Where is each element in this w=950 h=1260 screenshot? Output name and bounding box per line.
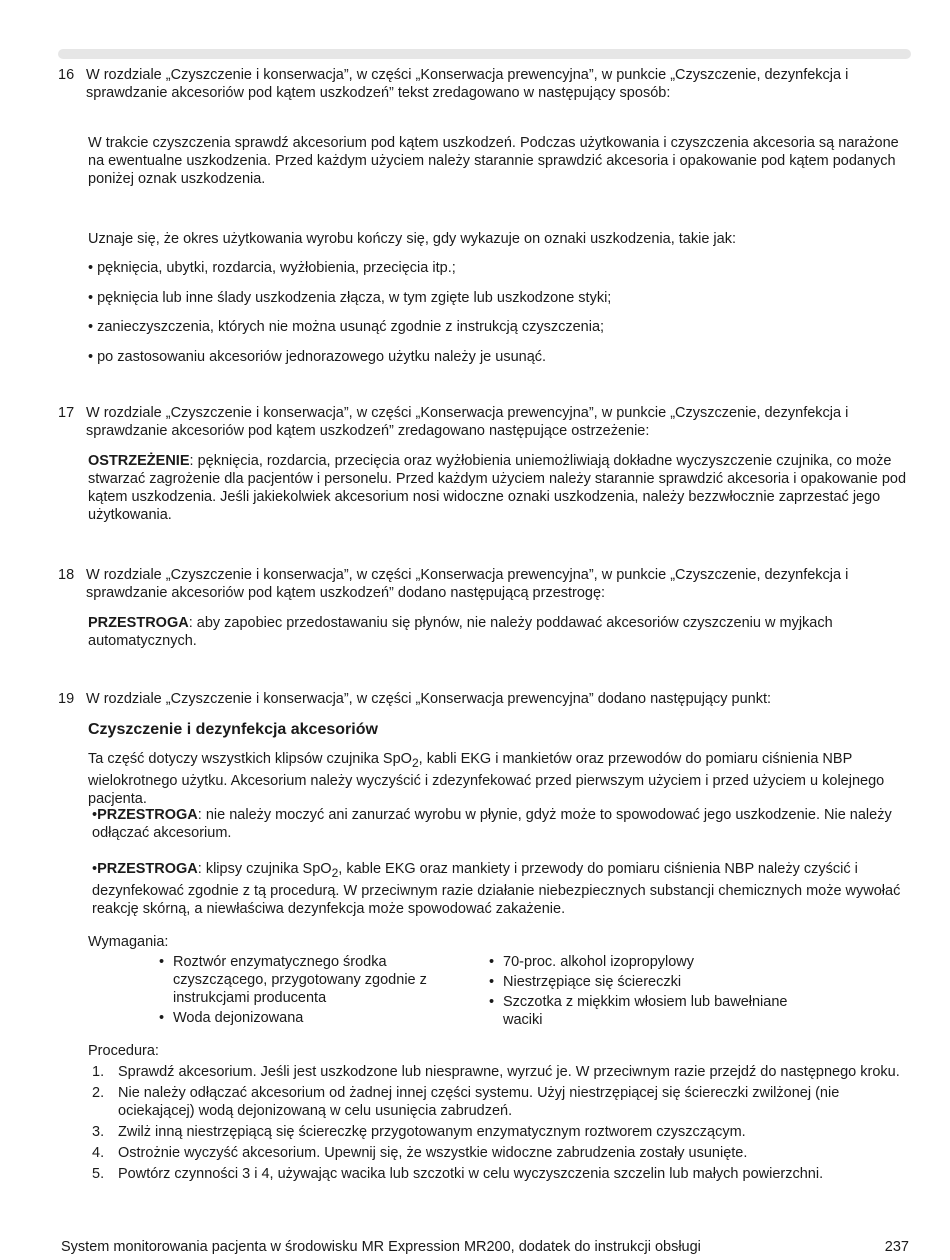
- list-item: • zanieczyszczenia, których nie można usunąć zgodnie z instrukcją czyszczenia;: [88, 319, 605, 335]
- procedure-steps: [92, 1063, 912, 1186]
- section-intro: [88, 750, 908, 808]
- list-item: • Niestrzępiące się ściereczki: [489, 973, 819, 991]
- item-lead-text: W rozdziale „Czyszczenie i konserwacja”, w części „Konserwacja prewencyjna”, w punkcie „Czyszczenie, dezynfekcja i sprawdzanie akcesoriów pod kątem uszkodzeń” zredagowano następujące ostrzeżenie:: [86, 405, 849, 439]
- list-item: • pęknięcia, ubytki, rozdarcia, wyżłobienia, przecięcia itp.;: [88, 260, 456, 276]
- header-rule: [58, 49, 911, 59]
- item-lead-text: W rozdziale „Czyszczenie i konserwacja”, w części „Konserwacja prewencyjna”, w punkcie „Czyszczenie, dezynfekcja i sprawdzanie akcesoriów pod kątem uszkodzeń” tekst zredagowano w następujący sposób:: [86, 67, 849, 101]
- item-number: 19: [58, 691, 75, 707]
- step-text: Sprawdź akcesorium. Jeśli jest uszkodzone lub niesprawne, wyrzuć je. W przeciwnym razie przejdź do następnego kroku.: [118, 1064, 900, 1080]
- subscript: 2: [411, 755, 419, 770]
- intro-text: Ta część dotyczy wszystkich klipsów czujnika SpO: [88, 751, 412, 767]
- section-heading: Czyszczenie i dezynfekcja akcesoriów: [88, 721, 378, 738]
- step-number: 1.: [92, 1064, 105, 1080]
- caution-text: : klipsy czujnika SpO: [197, 861, 332, 877]
- list-item: • 70-proc. alkohol izopropylowy: [489, 953, 819, 971]
- list-item: • Woda dejonizowana: [159, 1009, 459, 1027]
- procedure-step: [92, 1165, 912, 1183]
- requirements-label: Wymagania:: [88, 934, 169, 950]
- procedure-step: [92, 1084, 912, 1120]
- paragraph-end-of-life: Uznaje się, że okres użytkowania wyrobu kończy się, gdy wykazuje on oznaki uszkodzenia, takie jak:: [88, 231, 736, 247]
- step-number: 4.: [92, 1145, 105, 1161]
- item-number: 17: [58, 405, 75, 421]
- page-footer: [61, 1238, 909, 1256]
- caution-paragraph: [88, 614, 908, 650]
- requirements-left-list: [159, 953, 459, 1029]
- caution-bullet: [92, 806, 912, 842]
- step-number: 2.: [92, 1085, 105, 1101]
- list-item: • Roztwór enzymatycznego środka czyszczącego, przygotowany zgodnie z instrukcjami producenta: [159, 953, 459, 1007]
- procedure-label: Procedura:: [88, 1043, 159, 1059]
- page-number: 237: [884, 1239, 909, 1255]
- item-17: [58, 404, 908, 440]
- step-number: 5.: [92, 1166, 105, 1182]
- step-number: 3.: [92, 1124, 105, 1140]
- caution-label: PRZESTROGA: [88, 615, 189, 631]
- caution-text: : aby zapobiec przedostawaniu się płynów, nie należy poddawać akcesoriów czyszczeniu w myjkach automatycznych.: [88, 615, 833, 649]
- subscript: 2: [331, 865, 339, 880]
- item-lead-text: W rozdziale „Czyszczenie i konserwacja”, w części „Konserwacja prewencyjna”, w punkcie „Czyszczenie, dezynfekcja i sprawdzanie akcesoriów pod kątem uszkodzeń” dodano następującą przestrogę:: [86, 567, 849, 601]
- step-text: Ostrożnie wyczyść akcesorium. Upewnij się, że wszystkie widoczne zabrudzenia zostały usunięte.: [118, 1145, 748, 1161]
- procedure-step: [92, 1063, 912, 1081]
- item-18: [58, 566, 908, 602]
- paragraph-inspection: W trakcie czyszczenia sprawdź akcesorium pod kątem uszkodzeń. Podczas użytkowania i czyszczenia akcesoria są narażone na ewentualne uszkodzenia. Przed każdym użyciem należy starannie sprawdzić akcesoria i opakowanie pod kątem podanych poniżej oznak uszkodzenia.: [88, 135, 899, 187]
- step-text: Nie należy odłączać akcesorium od żadnej innej części systemu. Użyj niestrzępiącej się ściereczki zwilżonej (nie ociekającej) wodą dejonizowaną w celu usunięcia zabrudzeń.: [118, 1085, 840, 1119]
- list-item: • pęknięcia lub inne ślady uszkodzenia złącza, w tym zgięte lub uszkodzone styki;: [88, 290, 612, 306]
- warning-paragraph: [88, 452, 908, 524]
- footer-title: System monitorowania pacjenta w środowisku MR Expression MR200, dodatek do instrukcji obsługi: [61, 1239, 701, 1255]
- warning-label: OSTRZEŻENIE: [88, 453, 190, 469]
- intro-text: , kabli EKG i mankietów oraz przewodów do pomiaru ciśnienia NBP wielokrotnego użytku. Akcesorium należy wyczyścić i zdezynfekować przed pierwszym użyciem i przed użyciem u kolejnego pacjenta.: [88, 751, 885, 807]
- procedure-step: [92, 1123, 912, 1141]
- caution-text: : nie należy moczyć ani zanurzać wyrobu w płynie, gdyż może to spowodować jego uszkodzenie. Nie należy odłączać akcesorium.: [92, 807, 892, 841]
- caution-text: , kable EKG oraz mankiety i przewody do pomiaru ciśnienia NBP należy czyścić i dezynfekować zgodnie z tą procedurą. W przeciwnym razie działanie niebezpiecznych substancji chemicznych może wywołać reakcję skórną, a niewłaściwa dezynfekcja może spowodować zakażenie.: [92, 861, 901, 917]
- caution-line: •PRZESTROGA: nie należy moczyć ani zanurzać wyrobu w płynie, gdyż może to spowodować jego uszkodzenie. Nie należy odłączać akcesorium.: [92, 807, 892, 841]
- list-item: • Szczotka z miękkim włosiem lub bawełniane waciki: [489, 993, 819, 1029]
- item-number: 16: [58, 67, 75, 83]
- step-text: Zwilż inną niestrzępiącą się ściereczkę przygotowanym enzymatycznym roztworem czyszczącym.: [118, 1124, 746, 1140]
- step-text: Powtórz czynności 3 i 4, używając wacika lub szczotki w celu wyczyszczenia szczelin lub małych powierzchni.: [118, 1166, 824, 1182]
- list-item: • po zastosowaniu akcesoriów jednorazowego użytku należy je usunąć.: [88, 349, 547, 365]
- caution-line: •PRZESTROGA: klipsy czujnika SpO$_2$, kable EKG oraz mankiety i przewody do pomiaru ciśnienia NBP należy czyścić i dezynfekować zgodnie z tą procedurą. W przeciwnym razie działanie niebezpiecznych substancji chemicznych może wywołać reakcję skórną, a niewłaściwa dezynfekcja może spowodować zakażenie.: [92, 861, 901, 917]
- requirements-right-list: [489, 953, 819, 1031]
- caution-bullet: [92, 860, 912, 918]
- item-number: 18: [58, 567, 75, 583]
- item-16: [58, 66, 908, 102]
- caution-label: PRZESTROGA: [97, 861, 198, 877]
- caution-label: PRZESTROGA: [97, 807, 198, 823]
- warning-text: : pęknięcia, rozdarcia, przecięcia oraz wyżłobienia uniemożliwiają dokładne wyczyszczenie czujnika, co może stwarzać zagrożenie dla pacjentów i personelu. Przed każdym użyciem należy starannie sprawdzić akcesoria i opakowanie pod kątem uszkodzenia. Jeśli jakiekolwiek akcesorium nosi widoczne oznaki uszkodzenia, należy bezzwłocznie zaprzestać jego użytkowania.: [88, 453, 907, 523]
- item-19: [58, 690, 908, 708]
- item-lead-text: W rozdziale „Czyszczenie i konserwacja”, w części „Konserwacja prewencyjna” dodano następujący punkt:: [86, 691, 772, 707]
- procedure-step: [92, 1144, 912, 1162]
